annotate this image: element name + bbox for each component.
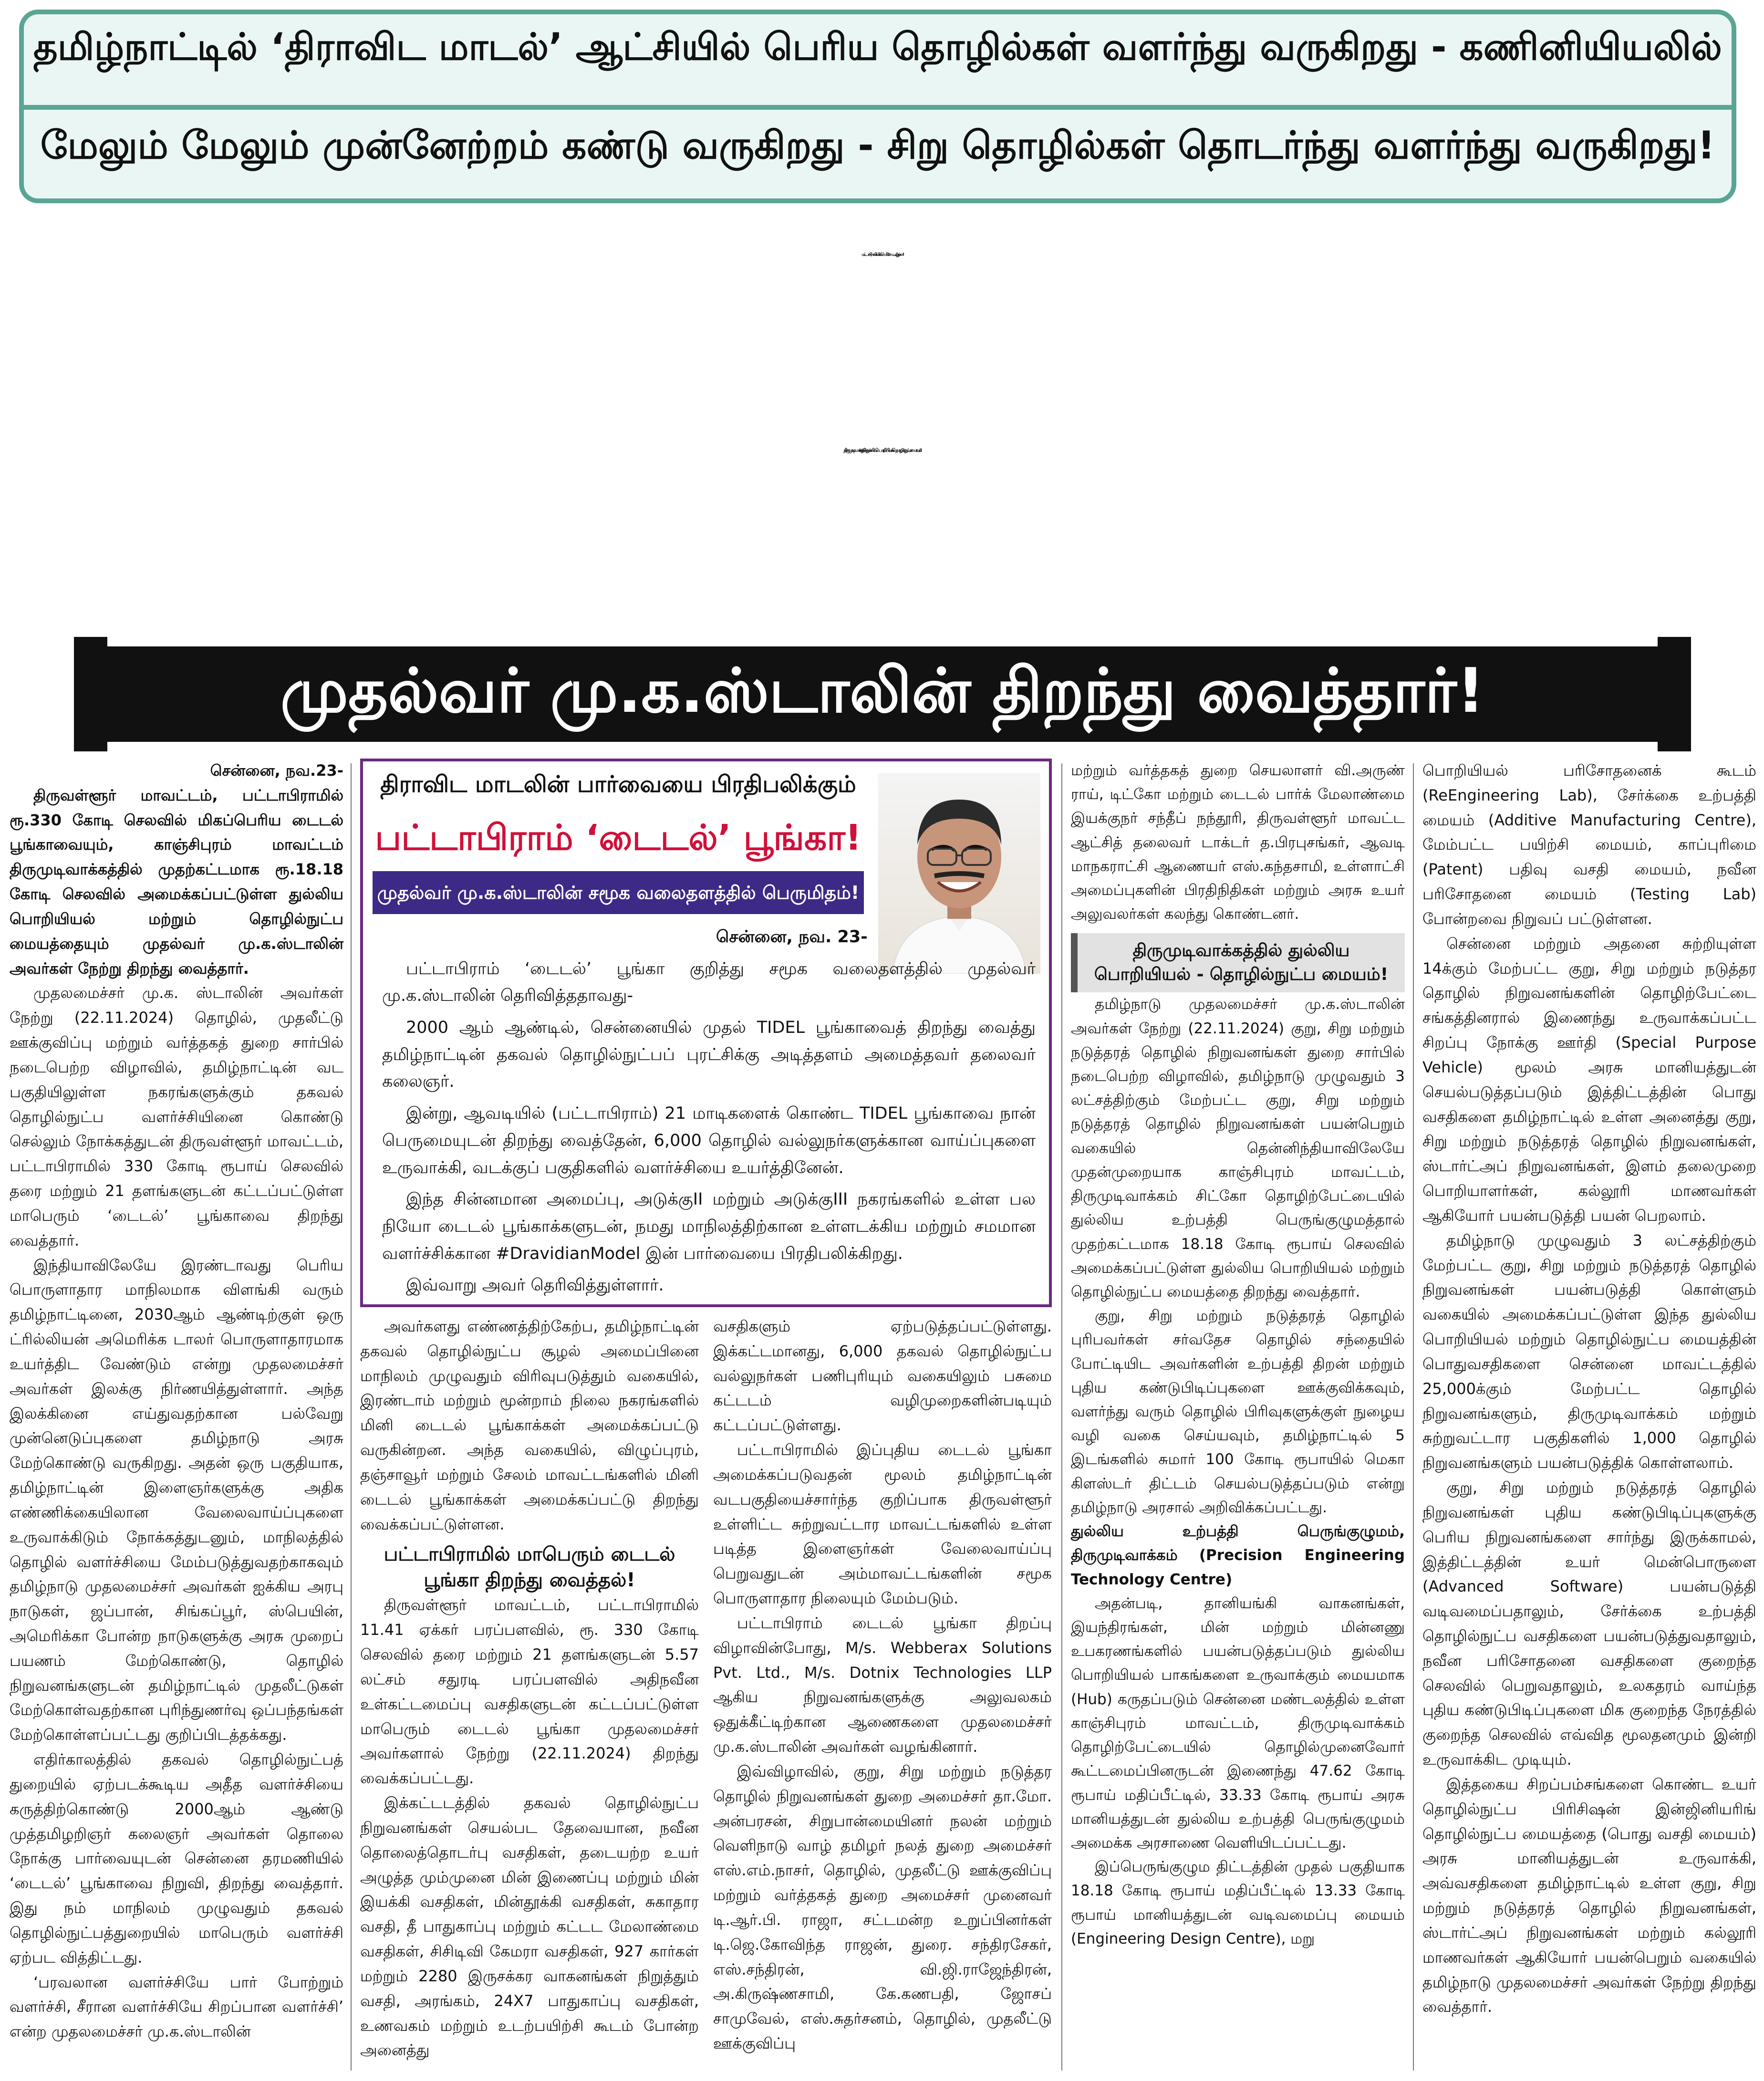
dateline: சென்னை, நவ.23- <box>210 761 343 780</box>
column-5 <box>1422 759 1756 2019</box>
paragraph: குறு, சிறு மற்றும் நடுத்தரத் தொழில் புரிபவர்கள் சர்வதேச தொழில் சந்தையில் போட்டியிட அவர்களின் உற்பத்தி திறன் மற்றும் புதிய கண்டுபிடிப்புகளை ஊக்குவிக்கவும், வளர்ந்து வரும் தொழில் பிரிவுகளுக்குள் நுழைய வழி வகை செய்யவும், தமிழ்நாட்டில் 5 இடங்களில் சுமார் 100 கோடி ரூபாயில் மெகா கிளஸ்டர் திட்டம் செயல்படுத்தப்படும் என்று தமிழ்நாடு அரசால் அறிவிக்கப்பட்டது. <box>1071 1307 1405 1516</box>
paragraph: இந்த சின்னமான அமைப்பு, அடுக்குII மற்றும் அடுக்குIII நகரங்களில் உள்ள பல நியோ டைடல் பூங்காக்களுடன், நமது மாநிலத்திற்கான உள்ளடக்கிய மற்றும் சமமான வளர்ச்சிக்கான #DravidianModel இன் பார்வையை பிரதிபலிக்கிறது. <box>382 1190 1036 1263</box>
paragraph: பட்டாபிராம் ‘டைடல்’ பூங்கா குறித்து சமூக வலைதளத்தில் முதல்வர் மு.க.ஸ்டாலின் தெரிவித்ததாவது- <box>382 959 1036 1006</box>
box-dateline: சென்னை, நவ. 23- <box>716 927 868 947</box>
callout-heading: திருமுடிவாக்கத்தில் துல்லிய பொறியியல் - தொழில்நுட்ப மையம்! <box>1071 933 1405 993</box>
paragraph: இவ்விழாவில், குறு, சிறு மற்றும் நடுத்தர தொழில் நிறுவனங்கள் துறை அமைச்சர் தா.மோ. அன்பரசன், சிறுபான்மையினர் நலன் மற்றும் வெளிநாடு வாழ் தமிழர் நலத் துறை அமைச்சர் எஸ்.எம்.நாசர், தொழில், முதலீட்டு ஊக்குவிப்பு மற்றும் வர்த்தகத் துறை அமைச்சர் முனைவர் டி.ஆர்.பி. ராஜா, சட்டமன்ற உறுப்பினர்கள் டி.ஜெ.கோவிந்த ராஜன், துரை. சந்திரசேகர், எஸ்.சந்திரன், வி.ஜி.ராஜேந்திரன், அ.கிருஷ்ணசாமி, கே.கணபதி, ஜோசப் சாமுவேல், எஸ்.சுதர்சனம், தொழில், முதலீட்டு ஊக்குவிப்பு <box>713 1762 1052 2053</box>
paragraph: இக்கட்டடத்தில் தகவல் தொழில்நுட்ப நிறுவனங்கள் செயல்பட தேவையான, நவீன தொலைத்தொடர்பு வசதிகள், தடையற்ற உயர் அழுத்த மும்முனை மின் இணைப்பு மற்றும் மின் இயக்கி வசதிகள், மின்தூக்கி வசதிகள், சுகாதார வசதி, தீ பாதுகாப்பு மற்றும் கட்டட மேலாண்மை வசதிகள், சிசிடிவி கேமரா வசதிகள், 927 கார்கள் மற்றும் 2280 இருசக்கர வாகனங்கள் நிறுத்தும் வசதி, அரங்கம், 24X7 பாதுகாப்பு வசதிகள், உணவகம் மற்றும் உடற்பயிற்சி கூடம் போன்ற அனைத்து <box>360 1794 699 2060</box>
paragraph: முதலமைச்சர் மு.க. ஸ்டாலின் அவர்கள் நேற்று (22.11.2024) தொழில், முதலீட்டு ஊக்குவிப்பு மற்றும் வர்த்தகத் துறை சார்பில் நடைபெற்ற விழாவில், தமிழ்நாட்டின் வட பகுதியிலுள்ள நகரங்களுக்கும் தகவல் தொழில்நுட்ப வளர்ச்சியினை கொண்டு செல்லும் நோக்கத்துடன் திருவள்ளூர் மாவட்டம், பட்டாபிராமில் 330 கோடி ரூபாய் செலவில் தரை மற்றும் 21 தளங்களுடன் கட்டப்பட்டுள்ள மாபெரும் ‘டைடல்’ பூங்காவை திறந்து வைத்தார். <box>10 984 343 1249</box>
column-rule <box>1413 763 1414 2071</box>
column-rule <box>351 763 352 2071</box>
paragraph: பொறியியல் பரிசோதனைக் கூடம் (ReEngineering Lab), சேர்க்கை உற்பத்தி மையம் (Additive Manufacturing Centre), மேம்பட்ட பயிற்சி மையம், காப்புரிமை (Patent) பதிவு வசதி மையம், நவீன பரிசோதனை மையம் (Testing Lab) போன்றவை நிறுவப் பட்டுள்ளன. <box>1422 761 1756 928</box>
column-2 <box>360 1314 699 2063</box>
paragraph: தமிழ்நாடு முழுவதும் 3 லட்சத்திற்கும் மேற்பட்ட குறு, சிறு மற்றும் நடுத்தரத் தொழில் நிறுவனங்கள் பயன்படுத்தி கொள்ளும் வகையில் அமைக்கப்பட்டுள்ள இந்த துல்லிய பொறியியல் மற்றும் தொழில்நுட்ப மையத்தின் பொதுவசதிகளை சென்னை மாவட்டத்தில் 25,000க்கும் மேற்பட்ட தொழில் நிறுவனங்களும், திருமுடிவாக்கம் மற்றும் சுற்றுவட்டார பகுதிகளில் 1,000 தொழில் நிறுவனங்களும் பயன்படுத்திக் கொள்ளலாம். <box>1422 1231 1756 1472</box>
paragraph: இப்பெருங்குழும திட்டத்தின் முதல் பகுதியாக 18.18 கோடி ரூபாய் மதிப்பீட்டில் 13.33 கோடி ரூபாய் மானியத்துடன் வடிவமைப்பு மையம் (Engineering Design Centre), மறு <box>1071 1858 1405 1947</box>
feature-box <box>360 759 1052 1307</box>
paragraph: இவ்வாறு அவர் தெரிவித்துள்ளார். <box>406 1276 664 1295</box>
column-4 <box>1071 759 1405 1951</box>
column-3 <box>713 1314 1052 2056</box>
box-body <box>382 924 1036 1304</box>
paragraph: 2000 ஆம் ஆண்டில், சென்னையில் முதல் TIDEL பூங்காவைத் திறந்து வைத்து தமிழ்நாட்டின் தகவல் தொழில்நுட்பப் புரட்சிக்கு அடித்தளம் அமைத்தவர் தலைவர் கலைஞர். <box>382 1018 1036 1092</box>
lead-paragraph: திருவள்ளூர் மாவட்டம், பட்டாபிராமில் ரூ.330 கோடி செலவில் மிகப்பெரிய டைடல் பூங்காவையும், காஞ்சிபுரம் மாவட்டம் திருமுடிவாக்கத்தில் முதற்கட்டமாக ரூ.18.18 கோடி செலவில் அமைக்கப்பட்டுள்ள துல்லிய பொறியியல் மற்றும் தொழில்நுட்ப மையத்தையும் முதல்வர் மு.க.ஸ்டாலின் அவர்கள் நேற்று திறந்து வைத்தார். <box>10 786 343 978</box>
paragraph: எதிர்காலத்தில் தகவல் தொழில்நுட்பத் துறையில் ஏற்படக்கூடிய அதீத வளர்ச்சியை கருத்திற்கொண்டு 2000ஆம் ஆண்டு முத்தமிழறிஞர் கலைஞர் அவர்கள் தொலை நோக்கு பார்வையுடன் சென்னை தரமணியில் ‘டைடல்’ பூங்காவை நிறுவி, திறந்து வைத்தார். இது நம் மாநிலம் முழுவதும் தகவல் தொழில்நுட்பத்துறையில் மாபெரும் வளர்ச்சி ஏற்பட வித்திட்டது. <box>10 1750 343 1967</box>
sub-banner <box>83 637 1681 751</box>
column-rule <box>1061 763 1062 2071</box>
paragraph: குறு, சிறு மற்றும் நடுத்தரத் தொழில் நிறுவனங்கள் புதிய கண்டுபிடிப்புகளுக்கு பெரிய நிறுவனங்களை சார்ந்து இருக்காமல், இத்திட்டத்தின் உயர் மென்பொருளை (Advanced Software) பயன்படுத்தி வடிவமைப்பதாலும், சேர்க்கை உற்பத்தி தொழில்நுட்ப வசதிகளை பயன்படுத்துவதாலும், நவீன பரிசோதனை வசதிகளை குறைந்த செலவில் பெறுவதாலும், உலகதரம் வாய்ந்த புதிய கண்டுபிடிப்புகளை மிக குறைந்த நேரத்தில் குறைந்த செலவில் எவ்வித மூலதனமும் இன்றி உருவாக்கிட முடியும். <box>1422 1478 1756 1769</box>
sub-heading-english: (Precision Engineering Technology Centre) <box>1071 1547 1405 1588</box>
headline-line-1: பட்டாபிராமில் மிகப்பெரிய ‘டைடல்’ பூங்கா! <box>861 252 903 257</box>
paragraph: திருவள்ளூர் மாவட்டம், பட்டாபிராமில் 11.41 ஏக்கர் பரப்பளவில், ரூ. 330 கோடி செலவில் தரை மற்றும் 21 தளங்களுடன் 5.57 லட்சம் சதுரடி பரப்பளவில் அதிநவீன உள்கட்டமைப்பு வசதிகளுடன் கட்டப்பட்டுள்ள மாபெரும் டைடல் பூங்கா முதலமைச்சர் அவர்களால் நேற்று (22.11.2024) திறந்து வைக்கப்பட்டது. <box>360 1596 699 1788</box>
sub-heading: பட்டாபிராமில் மாபெரும் டைடல் பூங்கா திறந்து வைத்தல்! <box>384 1543 675 1592</box>
paragraph: வசதிகளும் ஏற்படுத்தப்பட்டுள்ளது. இக்கட்டமானது, 6,000 தகவல் தொழில்நுட்ப வல்லுநர்கள் பணிபுரியும் வகையிலும் பசுமை கட்டடம் வழிமுறைகளின்படியும் கட்டப்பட்டுள்ளது. <box>713 1317 1052 1435</box>
paragraph: இத்தகைய சிறப்பம்சங்களை கொண்ட உயர் தொழில்நுட்ப பிரிசிஷன் இன்ஜினியரிங் தொழில்நுட்ப மையத்தை (பொது வசதி மையம்) அரசு மானியத்துடன் உருவாக்கி, அவ்வசதிகளை தமிழ்நாட்டில் உள்ள குறு, சிறு மற்றும் நடுத்தரத் தொழில் நிறுவனங்கள், ஸ்டார்ட்அப் நிறுவனங்கள் மற்றும் கல்லூரி மாணவர்கள் ஆகியோர் பயன்பெறும் வகையில் தமிழ்நாடு முதலமைச்சர் அவர்கள் நேற்று திறந்து வைத்தார். <box>1422 1775 1756 2016</box>
paragraph: மற்றும் வர்த்தகத் துறை செயலாளர் வி.அருண் ராய், டிட்கோ மற்றும் டைடல் பார்க் மேலாண்மை இயக்குநர் சந்தீப் நந்தூரி, திருவள்ளூர் மாவட்ட ஆட்சித் தலைவர் டாக்டர் த.பிரபுசங்கர், ஆவடி மாநகராட்சி ஆணையர் எஸ்.கந்தசாமி, உள்ளாட்சி அமைப்புகளின் பிரதிநிதிகள் மற்றும் அரசு உயர் அலுவலர்கள் கலந்து கொண்டனர். <box>1071 762 1405 923</box>
paragraph: பட்டாபிராமில் இப்புதிய டைடல் பூங்கா அமைக்கப்படுவதன் மூலம் தமிழ்நாட்டின் வடபகுதியைச்சார்ந்த குறிப்பாக திருவள்ளூர் உள்ளிட்ட சுற்றுவட்டார மாவட்டங்களில் உள்ள படித்த இளைஞர்கள் வேலைவாய்ப்பு பெறுவதுடன் அம்மாவட்டங்களின் சமூக பொருளாதார நிலையும் மேம்படும். <box>713 1441 1052 1608</box>
banner-divider <box>24 105 1732 110</box>
banner-line-2: மேலும் மேலும் முன்னேற்றம் கண்டு வருகிறது - சிறு தொழில்கள் தொடர்ந்து வளர்ந்து வருகிறது! <box>40 123 1715 167</box>
paragraph: பட்டாபிராம் டைடல் பூங்கா திறப்பு விழாவின்போது, M/s. Webberax Solutions Pvt. Ltd., M/s. Dotnix Technologies LLP ஆகிய நிறுவனங்களுக்கு அலுவலகம் ஒதுக்கீட்டிற்கான ஆணைகளை முதலமைச்சர் மு.க.ஸ்டாலின் அவர்கள் வழங்கினார். <box>713 1613 1052 1756</box>
paragraph: அதன்படி, தானியங்கி வாகனங்கள், இயந்திரங்கள், மின் மற்றும் மின்னணு உபகரணங்களில் பயன்படுத்தப்படும் துல்லிய பொறியியல் பாகங்களை உருவாக்கும் மையமாக (Hub) கருதப்படும் சென்னை மண்டலத்தில் உள்ள காஞ்சிபுரம் மாவட்டம், திருமுடிவாக்கம் தொழிற்பேட்டையில் தொழில்முனைவோர் கூட்டமைப்பினருடன் இணைந்து 47.62 கோடி ரூபாய் மதிப்பீட்டில், 33.33 கோடி ரூபாய் அரசு மானியத்துடன் துல்லிய உற்பத்தி பெருங்குழுமம் அமைக்க அரசாணை வெளியிடப்பட்டது. <box>1071 1594 1405 1852</box>
paragraph: ‘பரவலான வளர்ச்சியே பார் போற்றும் வளர்ச்சி, சீரான வளர்ச்சியே சிறப்பான வளர்ச்சி’ என்ற முதலமைச்சர் மு.க.ஸ்டாலின் <box>10 1973 343 2041</box>
paragraph: அவர்களது எண்ணத்திற்கேற்ப, தமிழ்நாட்டின் தகவல் தொழில்நுட்ப சூழல் அமைப்பினை மாநிலம் முழுவதும் விரிவுபடுத்தும் வகையில், இரண்டாம் மற்றும் மூன்றாம் நிலை நகரங்களில் மினி டைடல் பூங்காக்கள் அமைக்கப்பட்டு வருகின்றன. அந்த வகையில், விழுப்புரம், தஞ்சாவூர் மற்றும் சேலம் மாவட்டங்களில் மினி டைடல் பூங்காக்கள் அமைக்கப்பட்டு திறந்து வைக்கப்பட்டுள்ளன. <box>360 1317 699 1533</box>
sub-heading-tamil: துல்லிய உற்பத்தி பெருங்குழுமம், திருமுடிவாக்கம் <box>1071 1523 1405 1564</box>
paragraph: இந்தியாவிலேயே இரண்டாவது பெரிய பொருளாதார மாநிலமாக விளங்கி வரும் தமிழ்நாட்டினை, 2030ஆம் ஆண்டிற்குள் ஒரு ட்ரில்லியன் அமெரிக்க டாலர் பொருளாதாரமாக உயர்த்திட வேண்டும் என்று முதலமைச்சர் அவர்கள் இலக்கு நிர்ணயித்துள்ளார். அந்த இலக்கினை எய்துவதற்கான பல்வேறு முன்னெடுப்புகளை தமிழ்நாடு அரசு மேற்கொண்டு வருகிறது. அதன் ஒரு பகுதியாக, தமிழ்நாட்டின் இளைஞர்களுக்கு அதிக எண்ணிக்கையிலான வேலைவாய்ப்புகளை உருவாக்கிடும் நோக்கத்துடனும், மாநிலத்தில் தொழில் வளர்ச்சியை மேம்படுத்துவதற்காகவும் தமிழ்நாடு முதலமைச்சர் அவர்கள் ஐக்கிய அரபு நாடுகள், ஜப்பான், சிங்கப்பூர், ஸ்பெயின், அமெரிக்கா போன்ற நாடுகளுக்கு அரசு முறைப் பயணம் மேற்கொண்டு, தொழில் நிறுவனங்களுடன் தமிழ்நாட்டில் முதலீட்டுகள் மேற்கொள்வதற்கான புரிந்துணர்வு ஒப்பந்தங்கள் மேற்கொள்ளப்பட்டது குறிப்பிடத்தக்கது. <box>10 1256 343 1744</box>
headline-line-2: திருமுடிவாக்கத்தில் துல்லிய பொறியியல் - தொழில்நுட்ப மையம்! <box>843 448 921 453</box>
sub-heading <box>1071 1519 1405 1592</box>
box-title: பட்டாபிராம் ‘டைடல்’ பூங்கா! <box>375 817 861 858</box>
sub-banner-text: முதல்வர் மு.க.ஸ்டாலின் திறந்து வைத்தார்! <box>280 656 1485 727</box>
top-banner <box>19 10 1736 203</box>
paragraph: இன்று, ஆவடியில் (பட்டாபிராம்) 21 மாடிகளைக் கொண்ட TIDEL பூங்காவை நான் பெருமையுடன் திறந்து வைத்தேன், 6,000 தொழில் வல்லுநர்களுக்கான வாய்ப்புகளை உருவாக்கி, வடக்குப் பகுதிகளில் வளர்ச்சியை உயர்த்தினேன். <box>382 1104 1036 1177</box>
box-subtitle-bar: முதல்வர் மு.க.ஸ்டாலின் சமூக வலைதளத்தில் பெருமிதம்! <box>373 871 864 914</box>
paragraph: தமிழ்நாடு முதலமைச்சர் மு.க.ஸ்டாலின் அவர்கள் நேற்று (22.11.2024) குறு, சிறு மற்றும் நடுத்தரத் தொழில் நிறுவனங்கள் துறை சார்பில் நடைபெற்ற விழாவில், தமிழ்நாடு முழுவதும் 3 லட்சத்திற்கும் மேற்பட்ட குறு, சிறு மற்றும் நடுத்தரத் தொழில் நிறுவனங்கள் பயன்பெறும் வகையில் தென்னிந்தியாவிலேயே முதன்முறையாக காஞ்சிபுரம் மாவட்டம், திருமுடிவாக்கம் சிட்கோ தொழிற்பேட்டையில் துல்லிய உற்பத்தி பெருங்குழுமத்தால் முதற்கட்டமாக 18.18 கோடி ரூபாய் செலவில் அமைக்கப்பட்டுள்ள துல்லிய பொறியியல் மற்றும் தொழில்நுட்ப மையத்தை திறந்து வைத்தார். <box>1071 996 1405 1301</box>
box-kicker: திராவிட மாடலின் பார்வையை பிரதிபலிக்கும் <box>380 771 856 798</box>
banner-line-1: தமிழ்நாட்டில் ‘திராவிட மாடல்’ ஆட்சியில் பெரிய தொழில்கள் வளர்ந்து வருகிறது - கணினியியலில் <box>33 26 1722 69</box>
paragraph: சென்னை மற்றும் அதனை சுற்றியுள்ள 14க்கும் மேற்பட்ட குறு, சிறு மற்றும் நடுத்தர தொழில் நிறுவனங்களின் தொழிற்பேட்டை சங்கத்தினரால் இணைந்து உருவாக்கப்பட்ட சிறப்பு நோக்கு ஊர்தி (Special Purpose Vehicle) மூலம் அரசு மானியத்துடன் செயல்படுத்தப்படும் இத்திட்டத்தின் பொது வசதிகளை தமிழ்நாட்டில் உள்ள அனைத்து குறு, சிறு மற்றும் நடுத்தரத் தொழில் நிறுவனங்கள், ஸ்டார்ட்அப் நிறுவனங்கள், இளம் தலைமுறை பொறியாளர்கள், கல்லூரி மாணவர்கள் ஆகியோர் பயன்படுத்தி பயன் பெறலாம். <box>1422 934 1756 1225</box>
column-1 <box>10 759 343 2044</box>
